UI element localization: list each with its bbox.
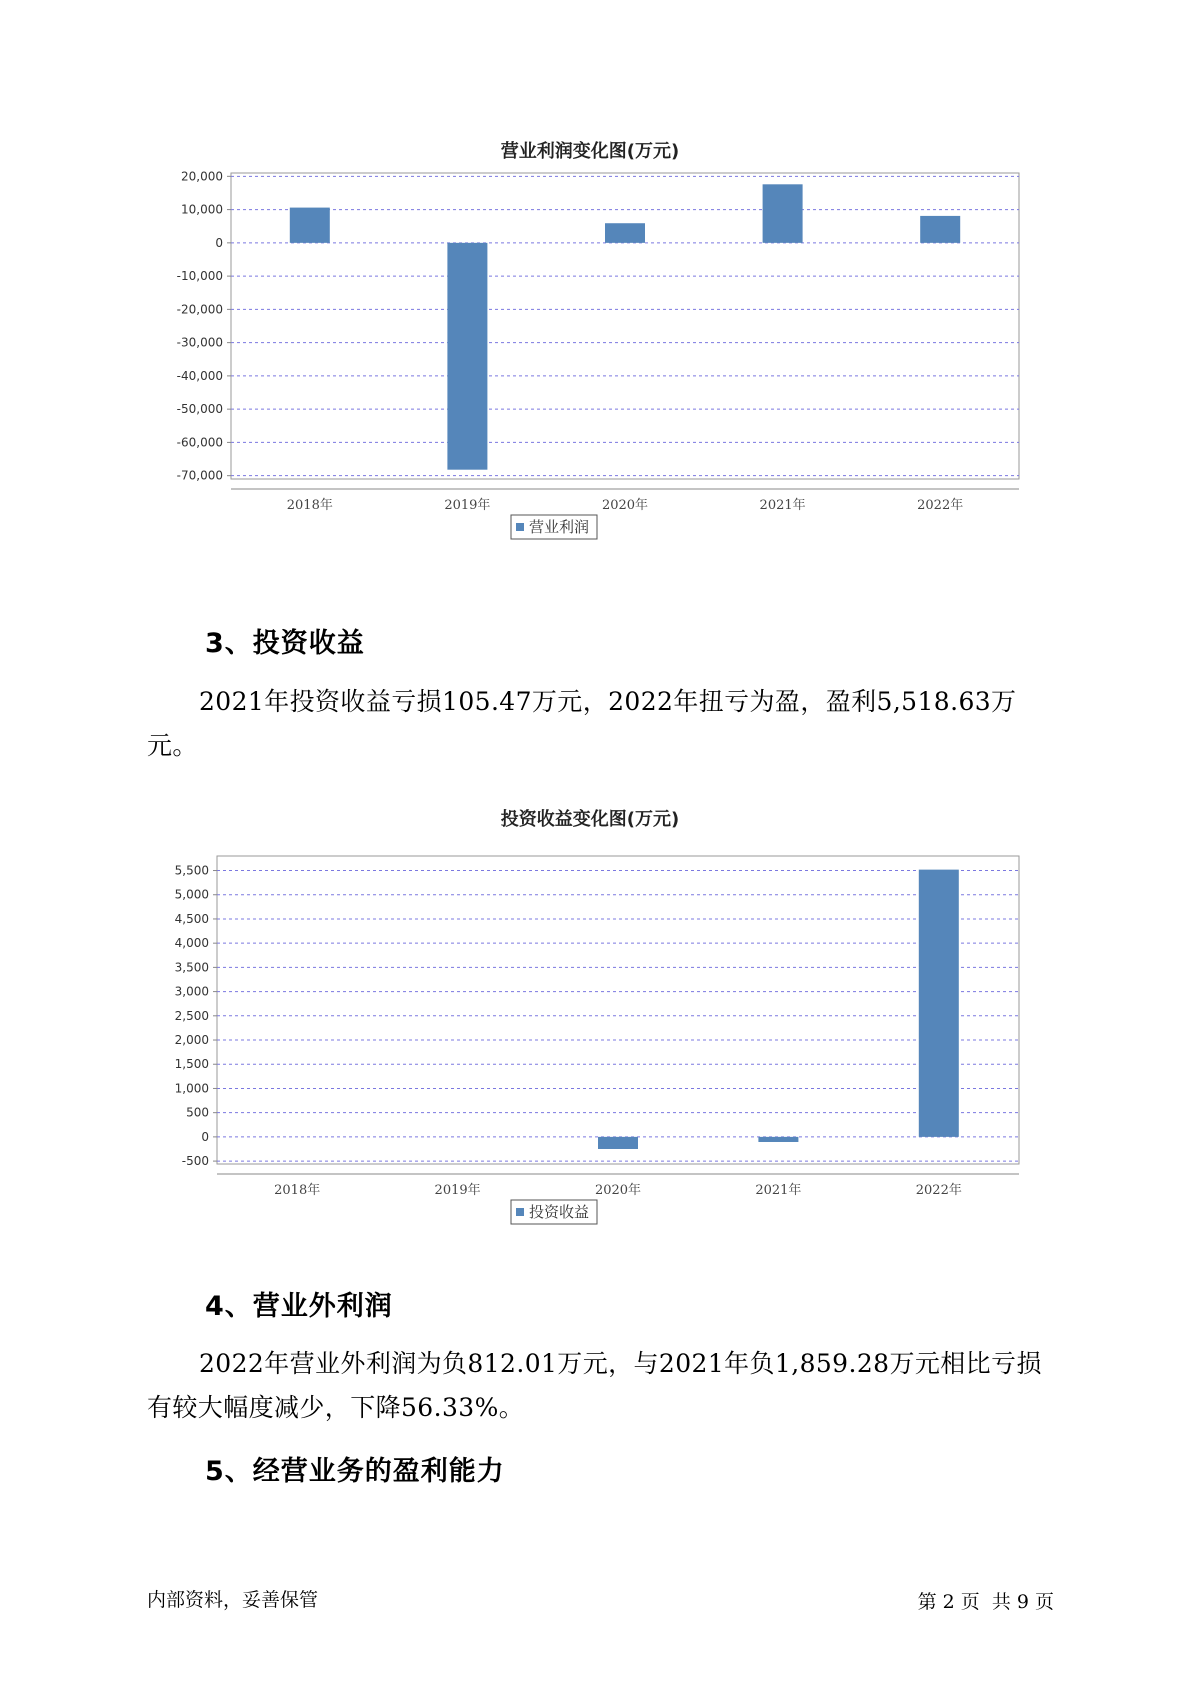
bar-2022年 xyxy=(919,870,959,1137)
investment-income-chart xyxy=(150,796,1030,1256)
bar-2021年 xyxy=(763,184,803,243)
footer-page-number: 第 2 页 共 9 页 xyxy=(917,1591,1054,1613)
x-category-label: 2021年 xyxy=(759,498,806,513)
y-tick-label: 0 xyxy=(201,1129,209,1144)
y-tick-label: -50,000 xyxy=(176,402,223,417)
y-tick-label: -40,000 xyxy=(176,368,223,383)
section-4-paragraph: 2022年营业外利润为负812.01万元，与2021年负1,859.28万元相比亏损有较大幅度减少，下降56.33%。 xyxy=(147,1349,1042,1422)
bar-2020年 xyxy=(605,223,645,243)
y-tick-label: 2,500 xyxy=(174,1008,209,1023)
y-tick-label: 20,000 xyxy=(181,169,223,184)
legend-swatch xyxy=(516,523,524,531)
x-category-label: 2022年 xyxy=(915,1183,962,1198)
section-4-heading: 4、营业外利润 xyxy=(205,1291,393,1322)
y-tick-label: 3,000 xyxy=(174,984,209,999)
chart-title: 投资收益变化图(万元) xyxy=(500,809,680,830)
x-category-label: 2022年 xyxy=(917,498,964,513)
y-tick-label: -20,000 xyxy=(176,302,223,317)
y-tick-label: -30,000 xyxy=(176,335,223,350)
bar-2019年 xyxy=(447,243,487,470)
footer-confidential-note: 内部资料，妥善保管 xyxy=(147,1589,319,1611)
y-tick-label: -500 xyxy=(181,1154,209,1169)
operating-profit-chart-svg xyxy=(150,128,1030,588)
x-category-label: 2018年 xyxy=(274,1183,321,1198)
bar-2022年 xyxy=(920,216,960,243)
bar-2020年 xyxy=(598,1137,638,1149)
y-tick-label: -10,000 xyxy=(176,269,223,284)
legend-label: 投资收益 xyxy=(529,1203,590,1221)
operating-profit-chart xyxy=(150,128,1030,588)
y-tick-label: 500 xyxy=(186,1105,209,1120)
x-category-label: 2020年 xyxy=(594,1183,642,1198)
y-tick-label: 10,000 xyxy=(181,202,223,217)
bar-2021年 xyxy=(758,1137,798,1142)
x-category-label: 2020年 xyxy=(601,498,649,513)
y-tick-label: 3,500 xyxy=(174,960,209,975)
x-category-label: 2019年 xyxy=(434,1183,481,1198)
y-tick-label: -60,000 xyxy=(176,435,223,450)
y-tick-label: 4,500 xyxy=(174,911,209,926)
investment-income-chart-svg xyxy=(150,796,1030,1256)
y-tick-label: 5,000 xyxy=(174,887,209,902)
y-tick-label: 2,000 xyxy=(174,1033,209,1048)
y-tick-label: 5,500 xyxy=(174,863,209,878)
plot-area xyxy=(217,856,1019,1164)
x-category-label: 2019年 xyxy=(444,498,491,513)
y-tick-label: 1,000 xyxy=(174,1081,209,1096)
legend-swatch xyxy=(516,1208,524,1216)
x-category-label: 2018年 xyxy=(286,498,333,513)
y-tick-label: -70,000 xyxy=(176,468,223,483)
x-category-label: 2021年 xyxy=(755,1183,802,1198)
plot-area xyxy=(231,173,1019,479)
chart-legend xyxy=(511,515,597,539)
chart-title: 营业利润变化图(万元) xyxy=(500,141,680,162)
section-3-heading: 3、投资收益 xyxy=(205,628,365,659)
y-tick-label: 0 xyxy=(215,235,223,250)
bar-2018年 xyxy=(290,208,330,243)
section-3-paragraph: 2021年投资收益亏损105.47万元，2022年扭亏为盈，盈利5,518.63万元。 xyxy=(147,687,1017,760)
y-tick-label: 1,500 xyxy=(174,1057,209,1072)
legend-label: 营业利润 xyxy=(529,518,590,536)
y-tick-label: 4,000 xyxy=(174,936,209,951)
chart-legend xyxy=(511,1200,597,1224)
section-5-heading: 5、经营业务的盈利能力 xyxy=(205,1456,505,1487)
